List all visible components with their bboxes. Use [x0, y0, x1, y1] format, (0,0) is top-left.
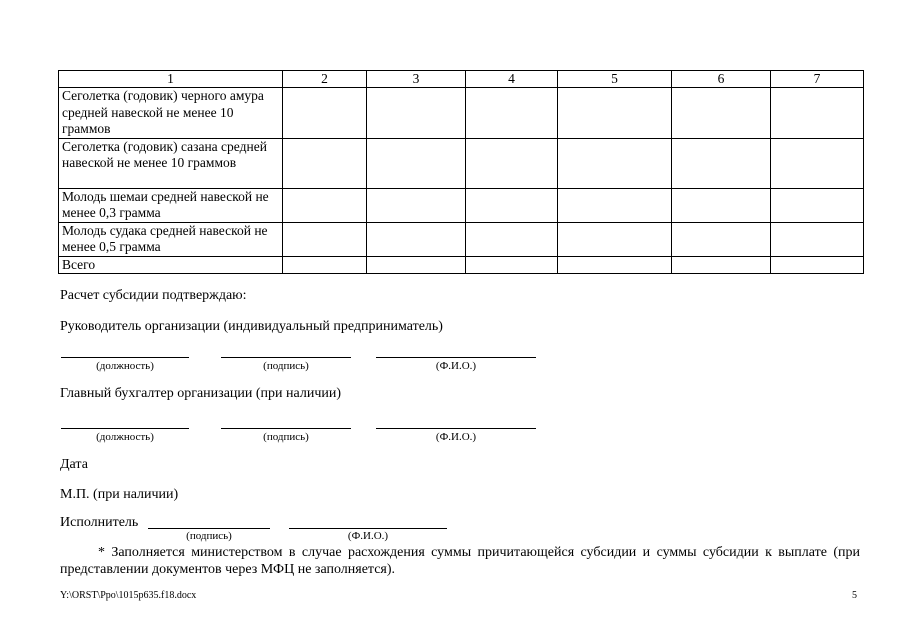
signature-line-accountant — [221, 428, 351, 429]
table-cell — [558, 138, 672, 188]
table-cell — [672, 256, 771, 274]
row-label: Сеголетка (годовик) сазана средней навеской не менее 10 граммов — [59, 138, 283, 188]
executor-label: Исполнитель — [60, 515, 139, 530]
column-number: 3 — [367, 71, 466, 88]
fio-caption: (Ф.И.О.) — [435, 431, 477, 443]
date-label: Дата — [60, 457, 88, 472]
row-label: Сеголетка (годовик) черного амура средней навеской не менее 10 граммов — [59, 88, 283, 139]
table-cell — [558, 222, 672, 256]
fio-line-head — [376, 357, 536, 358]
subsidy-table-wrapper — [58, 70, 863, 274]
table-cell — [283, 222, 367, 256]
table-cell — [771, 138, 864, 188]
table-row — [59, 138, 864, 188]
table-cell — [466, 88, 558, 139]
table-cell — [283, 256, 367, 274]
table-cell — [771, 256, 864, 274]
table-cell — [367, 88, 466, 139]
signature-caption: (подпись) — [263, 431, 309, 443]
table-total-row — [59, 256, 864, 274]
table-cell — [283, 188, 367, 222]
footnote — [60, 544, 860, 578]
row-label: Молодь шемаи средней навеской не менее 0,3 грамма — [59, 188, 283, 222]
fio-caption: (Ф.И.О.) — [347, 530, 389, 542]
table-cell — [367, 222, 466, 256]
column-number: 7 — [771, 71, 864, 88]
column-number: 4 — [466, 71, 558, 88]
head-title: Руководитель организации (индивидуальный предприниматель) — [60, 319, 443, 334]
position-caption: (должность) — [96, 431, 154, 443]
table-cell — [771, 222, 864, 256]
table-cell — [466, 138, 558, 188]
signature-caption: (подпись) — [186, 530, 232, 542]
signature-line-head — [221, 357, 351, 358]
table-row — [59, 88, 864, 139]
executor-fio-line — [289, 528, 447, 529]
footnote-text: * Заполняется министерством в случае расхождения суммы причитающейся субсидии и суммы субсидии к выплате (при представлении документов через МФЦ не заполняется). — [60, 545, 860, 577]
accountant-title: Главный бухгалтер организации (при наличии) — [60, 386, 342, 401]
footer-file-path: Y:\ORST\Ppo\1015p635.f18.docx — [60, 590, 197, 601]
table-cell — [367, 256, 466, 274]
table-cell — [367, 188, 466, 222]
position-line-head — [61, 357, 189, 358]
table-cell — [558, 256, 672, 274]
page-number: 5 — [852, 590, 857, 601]
table-row — [59, 222, 864, 256]
table-cell — [466, 256, 558, 274]
seal-label: М.П. (при наличии) — [60, 487, 179, 502]
column-number: 6 — [672, 71, 771, 88]
table-cell — [283, 88, 367, 139]
table-cell — [367, 138, 466, 188]
confirm-text: Расчет субсидии подтверждаю: — [60, 288, 247, 303]
column-number: 5 — [558, 71, 672, 88]
table-cell — [672, 222, 771, 256]
executor-signature-line — [148, 528, 270, 529]
position-caption: (должность) — [96, 360, 154, 372]
table-cell — [672, 138, 771, 188]
table-cell — [466, 188, 558, 222]
column-number: 1 — [59, 71, 283, 88]
table-cell — [672, 188, 771, 222]
table-cell — [283, 138, 367, 188]
table-row — [59, 188, 864, 222]
row-label: Молодь судака средней навеской не менее 0,5 грамма — [59, 222, 283, 256]
row-label: Всего — [59, 256, 283, 274]
column-number: 2 — [283, 71, 367, 88]
table-cell — [771, 88, 864, 139]
table-cell — [558, 188, 672, 222]
fio-caption: (Ф.И.О.) — [435, 360, 477, 372]
subsidy-table — [58, 70, 864, 274]
table-header-row — [59, 71, 864, 88]
table-cell — [771, 188, 864, 222]
position-line-accountant — [61, 428, 189, 429]
table-cell — [466, 222, 558, 256]
table-cell — [672, 88, 771, 139]
table-cell — [558, 88, 672, 139]
fio-line-accountant — [376, 428, 536, 429]
signature-caption: (подпись) — [263, 360, 309, 372]
